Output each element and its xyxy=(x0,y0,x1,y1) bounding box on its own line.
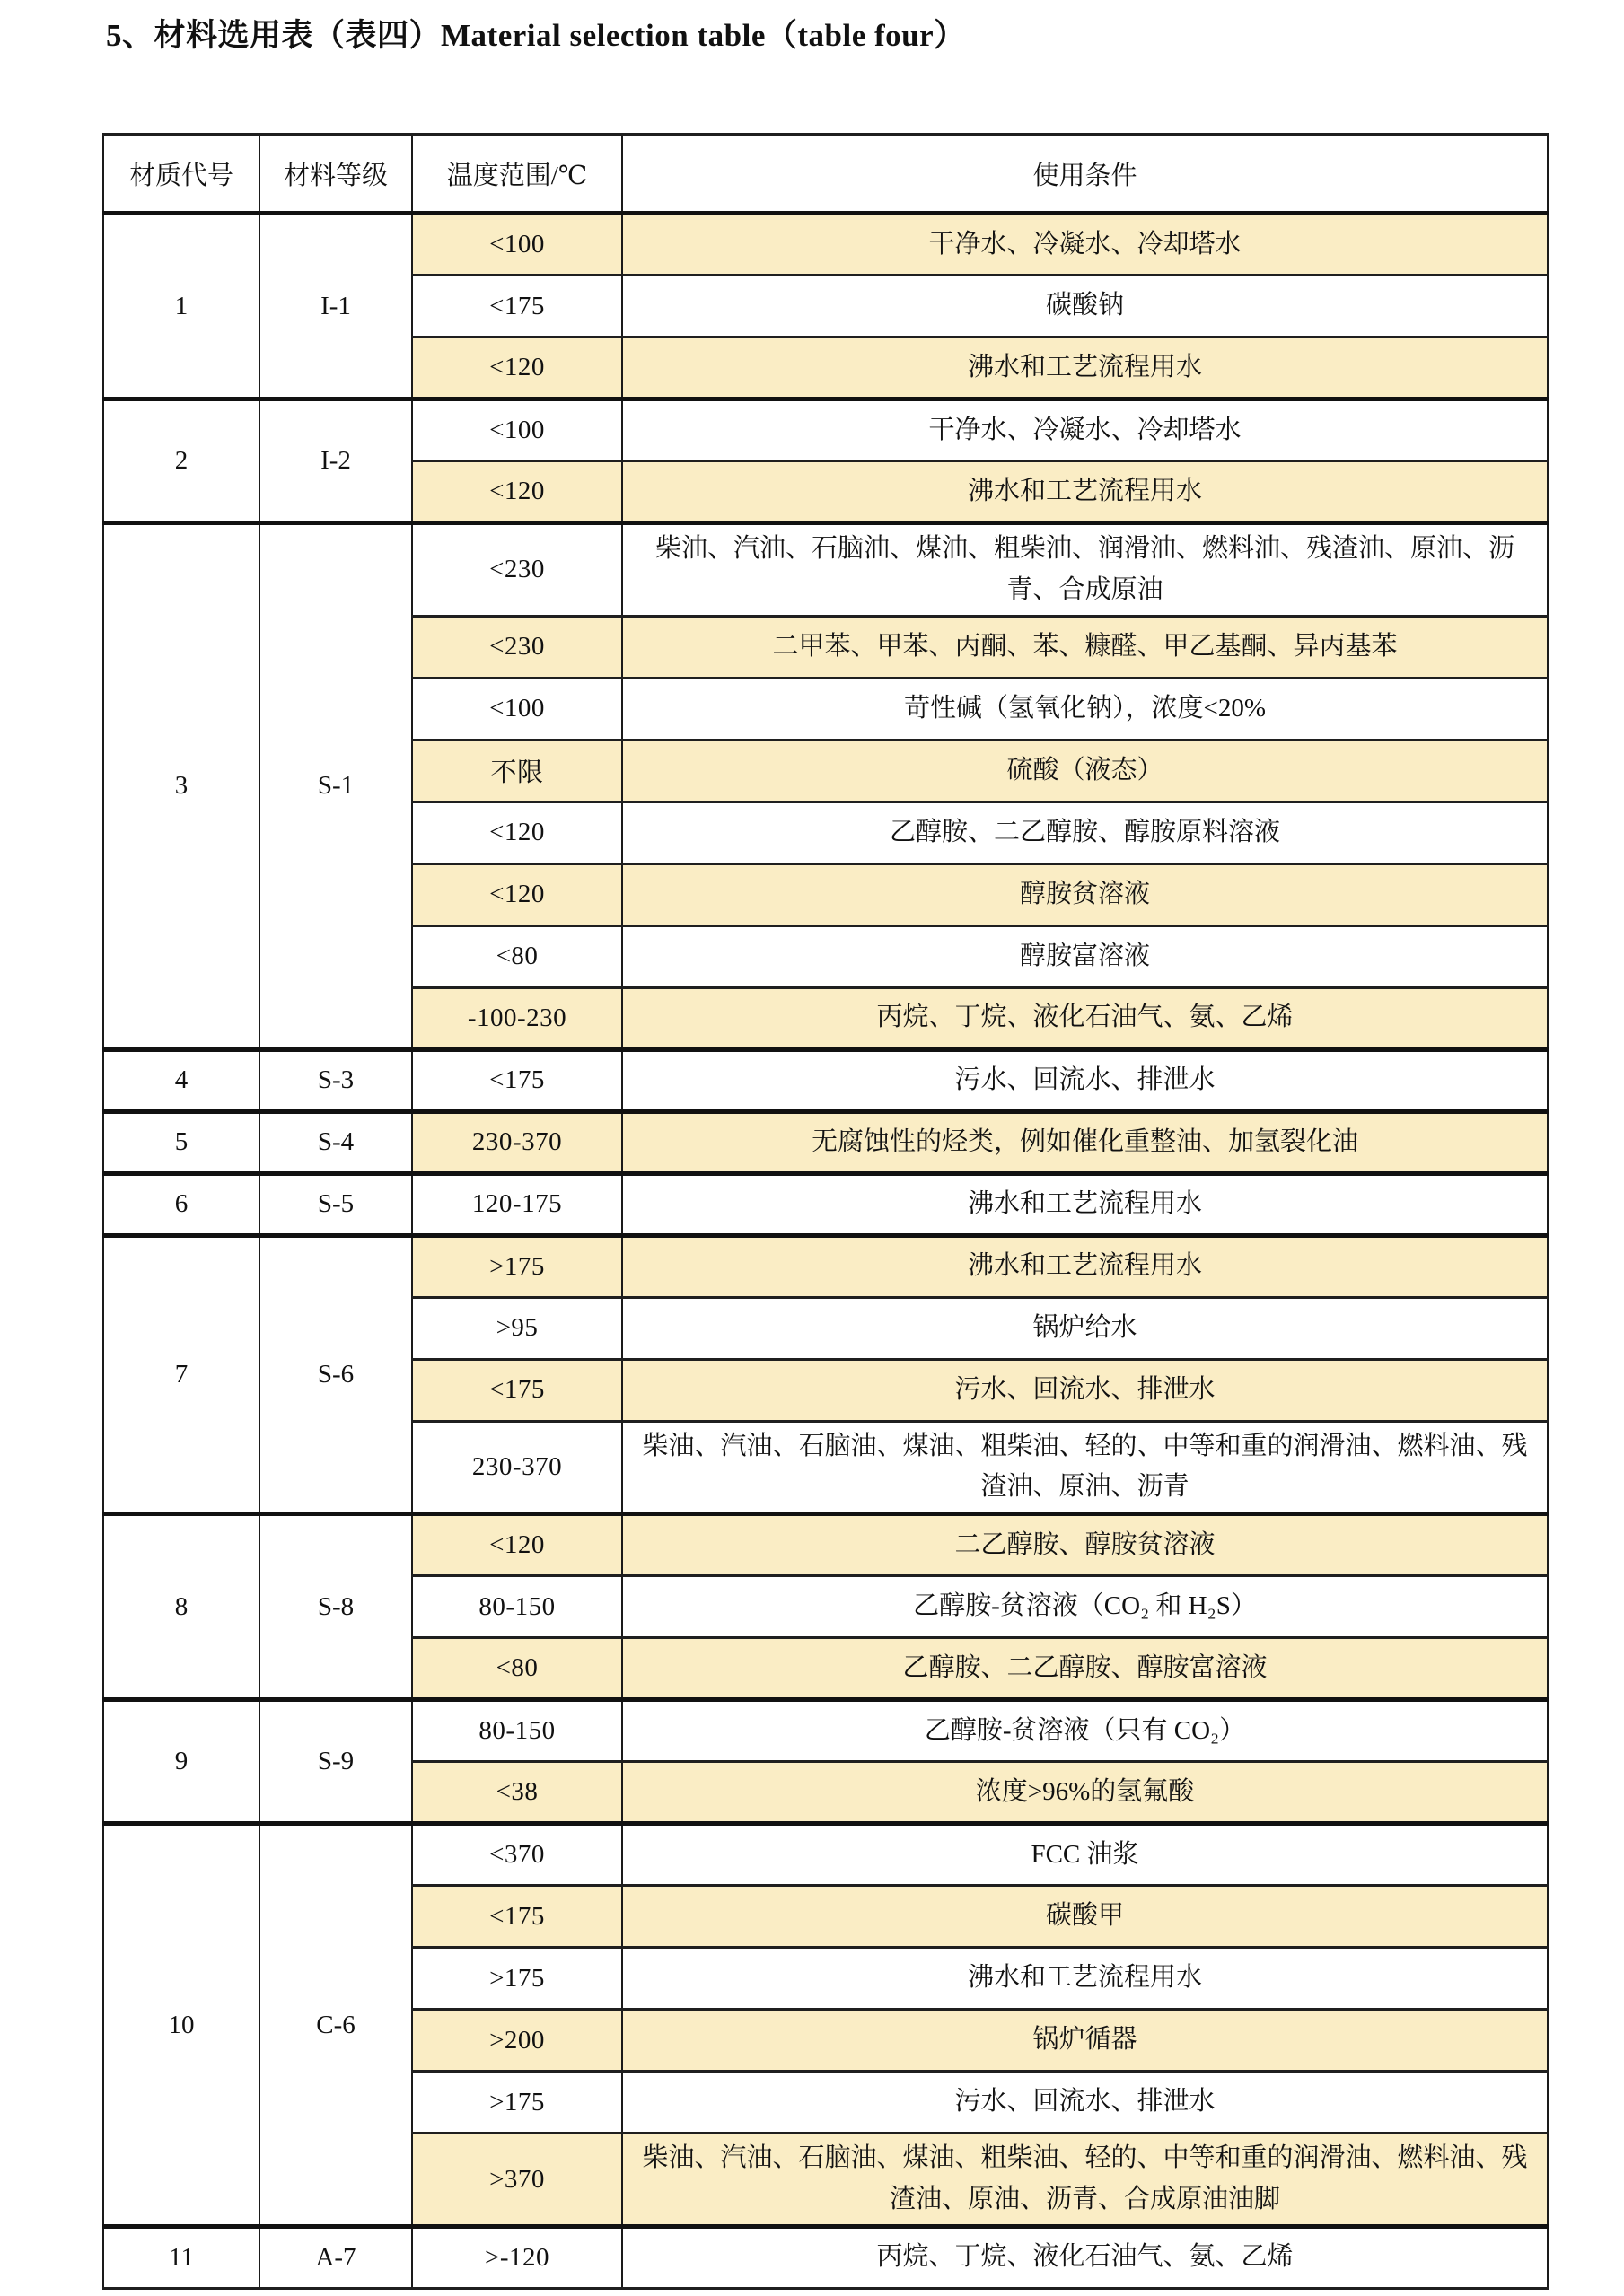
temp-range-cell: <120 xyxy=(412,1514,622,1576)
temp-range-cell: -100-230 xyxy=(412,987,622,1049)
temp-range-cell: 120-175 xyxy=(412,1173,622,1235)
material-grade-cell: C-6 xyxy=(259,1824,412,2227)
table-row xyxy=(103,1235,1548,1297)
col-header-material-code: 材质代号 xyxy=(103,135,259,214)
material-code-cell: 5 xyxy=(103,1111,259,1173)
usage-condition-cell: 丙烷、丁烷、液化石油气、氨、乙烯 xyxy=(622,2226,1548,2288)
material-grade-cell: I-1 xyxy=(259,214,412,399)
material-grade-cell: S-5 xyxy=(259,1173,412,1235)
temp-range-cell: >200 xyxy=(412,2010,622,2072)
material-code-cell: 3 xyxy=(103,523,259,1050)
usage-condition-cell: 沸水和工艺流程用水 xyxy=(622,461,1548,523)
usage-condition-cell: 污水、回流水、排泄水 xyxy=(622,1049,1548,1111)
table-row xyxy=(103,1111,1548,1173)
usage-condition-cell: 柴油、汽油、石脑油、煤油、粗柴油、轻的、中等和重的润滑油、燃料油、残渣油、原油、沥青 xyxy=(622,1421,1548,1514)
temp-range-cell: <100 xyxy=(412,678,622,740)
temp-range-cell: <100 xyxy=(412,214,622,276)
material-grade-cell: S-9 xyxy=(259,1700,412,1824)
usage-condition-cell: 柴油、汽油、石脑油、煤油、粗柴油、润滑油、燃料油、残渣油、原油、沥青、合成原油 xyxy=(622,523,1548,617)
material-selection-table xyxy=(102,133,1549,2290)
usage-condition-cell: 醇胺贫溶液 xyxy=(622,863,1548,925)
table-row xyxy=(103,214,1548,276)
material-code-cell: 7 xyxy=(103,1235,259,1514)
usage-condition-cell: 二甲苯、甲苯、丙酮、苯、糠醛、甲乙基酮、异丙基苯 xyxy=(622,616,1548,678)
material-grade-cell: S-6 xyxy=(259,1235,412,1514)
temp-range-cell: <80 xyxy=(412,1638,622,1700)
temp-range-cell: 80-150 xyxy=(412,1576,622,1638)
col-header-temp-range: 温度范围/℃ xyxy=(412,135,622,214)
material-grade-cell: A-7 xyxy=(259,2226,412,2288)
usage-condition-cell: 锅炉循器 xyxy=(622,2010,1548,2072)
table-header xyxy=(103,135,1548,214)
temp-range-cell: >175 xyxy=(412,2072,622,2134)
usage-condition-cell: 污水、回流水、排泄水 xyxy=(622,2072,1548,2134)
temp-range-cell: <175 xyxy=(412,1049,622,1111)
temp-range-cell: <175 xyxy=(412,1886,622,1948)
temp-range-cell: <38 xyxy=(412,1762,622,1824)
usage-condition-cell: 干净水、冷凝水、冷却塔水 xyxy=(622,214,1548,276)
material-grade-cell: I-2 xyxy=(259,399,412,523)
temp-range-cell: 不限 xyxy=(412,740,622,802)
table-row xyxy=(103,1824,1548,1886)
page-title: 5、材料选用表（表四）Material selection table（table four） xyxy=(106,18,966,53)
material-grade-cell: S-8 xyxy=(259,1514,412,1700)
material-code-cell: 11 xyxy=(103,2226,259,2288)
temp-range-cell: <120 xyxy=(412,802,622,863)
table-row xyxy=(103,523,1548,617)
usage-condition-cell: 污水、回流水、排泄水 xyxy=(622,1359,1548,1421)
table-row xyxy=(103,1700,1548,1762)
table-row xyxy=(103,399,1548,461)
temp-range-cell: <370 xyxy=(412,1824,622,1886)
usage-condition-cell: FCC 油浆 xyxy=(622,1824,1548,1886)
usage-condition-cell: 硫酸（液态） xyxy=(622,740,1548,802)
col-header-usage-condition: 使用条件 xyxy=(622,135,1548,214)
temp-range-cell: >95 xyxy=(412,1297,622,1359)
temp-range-cell: <230 xyxy=(412,616,622,678)
usage-condition-cell: 沸水和工艺流程用水 xyxy=(622,337,1548,399)
temp-range-cell: <230 xyxy=(412,523,622,617)
temp-range-cell: >-120 xyxy=(412,2226,622,2288)
usage-condition-cell: 柴油、汽油、石脑油、煤油、粗柴油、轻的、中等和重的润滑油、燃料油、残渣油、原油、沥青、合成原油油脚 xyxy=(622,2134,1548,2227)
material-grade-cell: S-1 xyxy=(259,523,412,1050)
usage-condition-cell: 乙醇胺、二乙醇胺、醇胺富溶液 xyxy=(622,1638,1548,1700)
temp-range-cell: <175 xyxy=(412,1359,622,1421)
table-row xyxy=(103,2226,1548,2288)
temp-range-cell: <120 xyxy=(412,337,622,399)
temp-range-cell: <120 xyxy=(412,461,622,523)
usage-condition-cell: 沸水和工艺流程用水 xyxy=(622,1235,1548,1297)
usage-condition-cell: 乙醇胺、二乙醇胺、醇胺原料溶液 xyxy=(622,802,1548,863)
temp-range-cell: >175 xyxy=(412,1235,622,1297)
material-grade-cell: S-4 xyxy=(259,1111,412,1173)
material-grade-cell: S-3 xyxy=(259,1049,412,1111)
usage-condition-cell: 丙烷、丁烷、液化石油气、氨、乙烯 xyxy=(622,987,1548,1049)
material-code-cell: 8 xyxy=(103,1514,259,1700)
temp-range-cell: >370 xyxy=(412,2134,622,2227)
table-row xyxy=(103,1173,1548,1235)
material-code-cell: 6 xyxy=(103,1173,259,1235)
table-body xyxy=(103,214,1548,2289)
usage-condition-cell: 醇胺富溶液 xyxy=(622,925,1548,987)
usage-condition-cell: 二乙醇胺、醇胺贫溶液 xyxy=(622,1514,1548,1576)
temp-range-cell: 80-150 xyxy=(412,1700,622,1762)
temp-range-cell: <175 xyxy=(412,276,622,337)
usage-condition-cell: 沸水和工艺流程用水 xyxy=(622,1948,1548,2010)
material-code-cell: 1 xyxy=(103,214,259,399)
material-code-cell: 4 xyxy=(103,1049,259,1111)
temp-range-cell: 230-370 xyxy=(412,1111,622,1173)
usage-condition-cell: 碳酸甲 xyxy=(622,1886,1548,1948)
material-code-cell: 10 xyxy=(103,1824,259,2227)
usage-condition-cell: 锅炉给水 xyxy=(622,1297,1548,1359)
usage-condition-cell: 乙醇胺-贫溶液（只有 CO₂） xyxy=(622,1700,1548,1762)
usage-condition-cell: 干净水、冷凝水、冷却塔水 xyxy=(622,399,1548,461)
temp-range-cell: <80 xyxy=(412,925,622,987)
usage-condition-cell: 沸水和工艺流程用水 xyxy=(622,1173,1548,1235)
col-header-material-grade: 材料等级 xyxy=(259,135,412,214)
temp-range-cell: 230-370 xyxy=(412,1421,622,1514)
material-code-cell: 9 xyxy=(103,1700,259,1824)
usage-condition-cell: 碳酸钠 xyxy=(622,276,1548,337)
temp-range-cell: <100 xyxy=(412,399,622,461)
usage-condition-cell: 乙醇胺-贫溶液（CO₂ 和 H₂S） xyxy=(622,1576,1548,1638)
material-code-cell: 2 xyxy=(103,399,259,523)
header-row xyxy=(103,135,1548,214)
temp-range-cell: >175 xyxy=(412,1948,622,2010)
usage-condition-cell: 浓度>96%的氢氟酸 xyxy=(622,1762,1548,1824)
usage-condition-cell: 苛性碱（氢氧化钠），浓度<20% xyxy=(622,678,1548,740)
table-row xyxy=(103,1514,1548,1576)
table-row xyxy=(103,1049,1548,1111)
temp-range-cell: <120 xyxy=(412,863,622,925)
usage-condition-cell: 无腐蚀性的烃类，例如催化重整油、加氢裂化油 xyxy=(622,1111,1548,1173)
